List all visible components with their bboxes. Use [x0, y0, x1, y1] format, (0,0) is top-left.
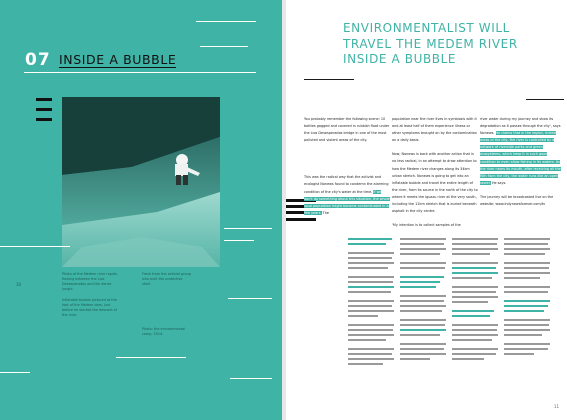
decorative-rule: [526, 99, 564, 100]
lead-paragraph: 'My intention is to collect samples of the: [392, 223, 461, 228]
decorative-rule: [224, 228, 272, 229]
chapter-title: INSIDE A BUBBLE: [59, 52, 177, 67]
caption-block: Fresh from the activist group who built the protective shell.: [142, 272, 191, 286]
chapter-number: 07: [25, 50, 51, 70]
small-print-column: [400, 238, 446, 406]
page-number: 11: [554, 404, 560, 409]
lead-paragraph: river water during my journey and show its degradation as it passes through the city', says Nonews. He claims that in the region, richest areas of the city, the river is controlled by a network of riverside parks and green ecosystems, which keep it in such good condition to even allow fishing in its waters. As the river nears its mouth, after receiving all the filth from the city, the water runs like an open sewer. He says.: [480, 117, 561, 185]
photo-marker: [36, 118, 52, 121]
caption-block: Inflatable bubble pictured at the foot of the Medem dam, just before he started the descent of the river.: [62, 298, 117, 317]
photo-marker: [36, 108, 52, 111]
decorative-rule: [196, 21, 256, 22]
decorative-rule: [200, 46, 248, 47]
decorative-rule: [116, 357, 186, 358]
decorative-rule: [0, 372, 30, 373]
river-photo-graphic: [62, 97, 220, 267]
page-number: 10: [16, 282, 22, 287]
highlighted-quote: He claims that in the region, richest areas of the city, the river is controlled by a network of riverside parks and green ecosystems, which keep it in such good condition to even allow fishing in its waters. As the river nears its mouth, after receiving all the filth from the city, the water runs like an open sewer.: [480, 131, 561, 185]
small-print-column: [348, 238, 394, 406]
river-photo: [62, 97, 220, 267]
decorative-rule: [230, 378, 272, 379]
caption-block: Photo of the Medem river rapids, flowing between the Lios Desesperados and the dense jungle.: [62, 272, 118, 291]
left-page: [0, 0, 282, 420]
small-print-column: [452, 238, 498, 406]
right-page: [286, 0, 567, 420]
lead-paragraph: Now, Nonews is back with another action that is no less radical, in an attempt to draw attention to how the Medem river changes along its 34km urban stretch. Nonews is going to get into an inflatable bubble and travel the entire length of the river, from its source in the north of the city to where it meets the Iguazu river at the very south, including the 12km stretch that is buried beneath asphalt in the city centre.: [392, 152, 478, 214]
lead-paragraph: This was the radical way that the activist and ecologist Nonews found to condemn the alarming condition of the city's water at the time. If we don't do something about this situation, the whole local population might become contaminated in a few years. The: [304, 175, 390, 215]
decorative-rule: [224, 240, 254, 241]
highlighted-quote: If we don't do something about this situation, the whole local population might become contaminated in a few years.: [304, 189, 390, 215]
lead-column-1: [304, 116, 390, 224]
decorative-rule: [228, 298, 272, 299]
lead-paragraph: population near the river lives in symbiosis with it and at least half of them experience illness or other symptoms brought on by the contamination on a daily basis.: [392, 117, 477, 143]
photo-marker: [36, 98, 52, 101]
decorative-rule: [0, 246, 70, 247]
lead-column-2: [392, 116, 478, 236]
lead-paragraph: You probably remember the following scene: 10 bottles gagged and covered in rubbish float under the Lios Desesperados bridge in one of the most polluted and violent areas of the city.: [304, 117, 390, 143]
title-rule: [24, 72, 256, 73]
broadcast-note: The journey will be broadcasted live on the website: www.indynewsforever.com/tv: [480, 194, 554, 207]
lead-column-3: [480, 116, 564, 215]
caption-block: Photo: the environmental camp, 2014.: [142, 327, 186, 336]
decorative-rule: [304, 79, 354, 80]
article-headline: ENVIRONMENTALIST WILL TRAVEL THE MEDEM RIVER INSIDE A BUBBLE: [343, 21, 518, 66]
small-print-column: [504, 238, 550, 406]
